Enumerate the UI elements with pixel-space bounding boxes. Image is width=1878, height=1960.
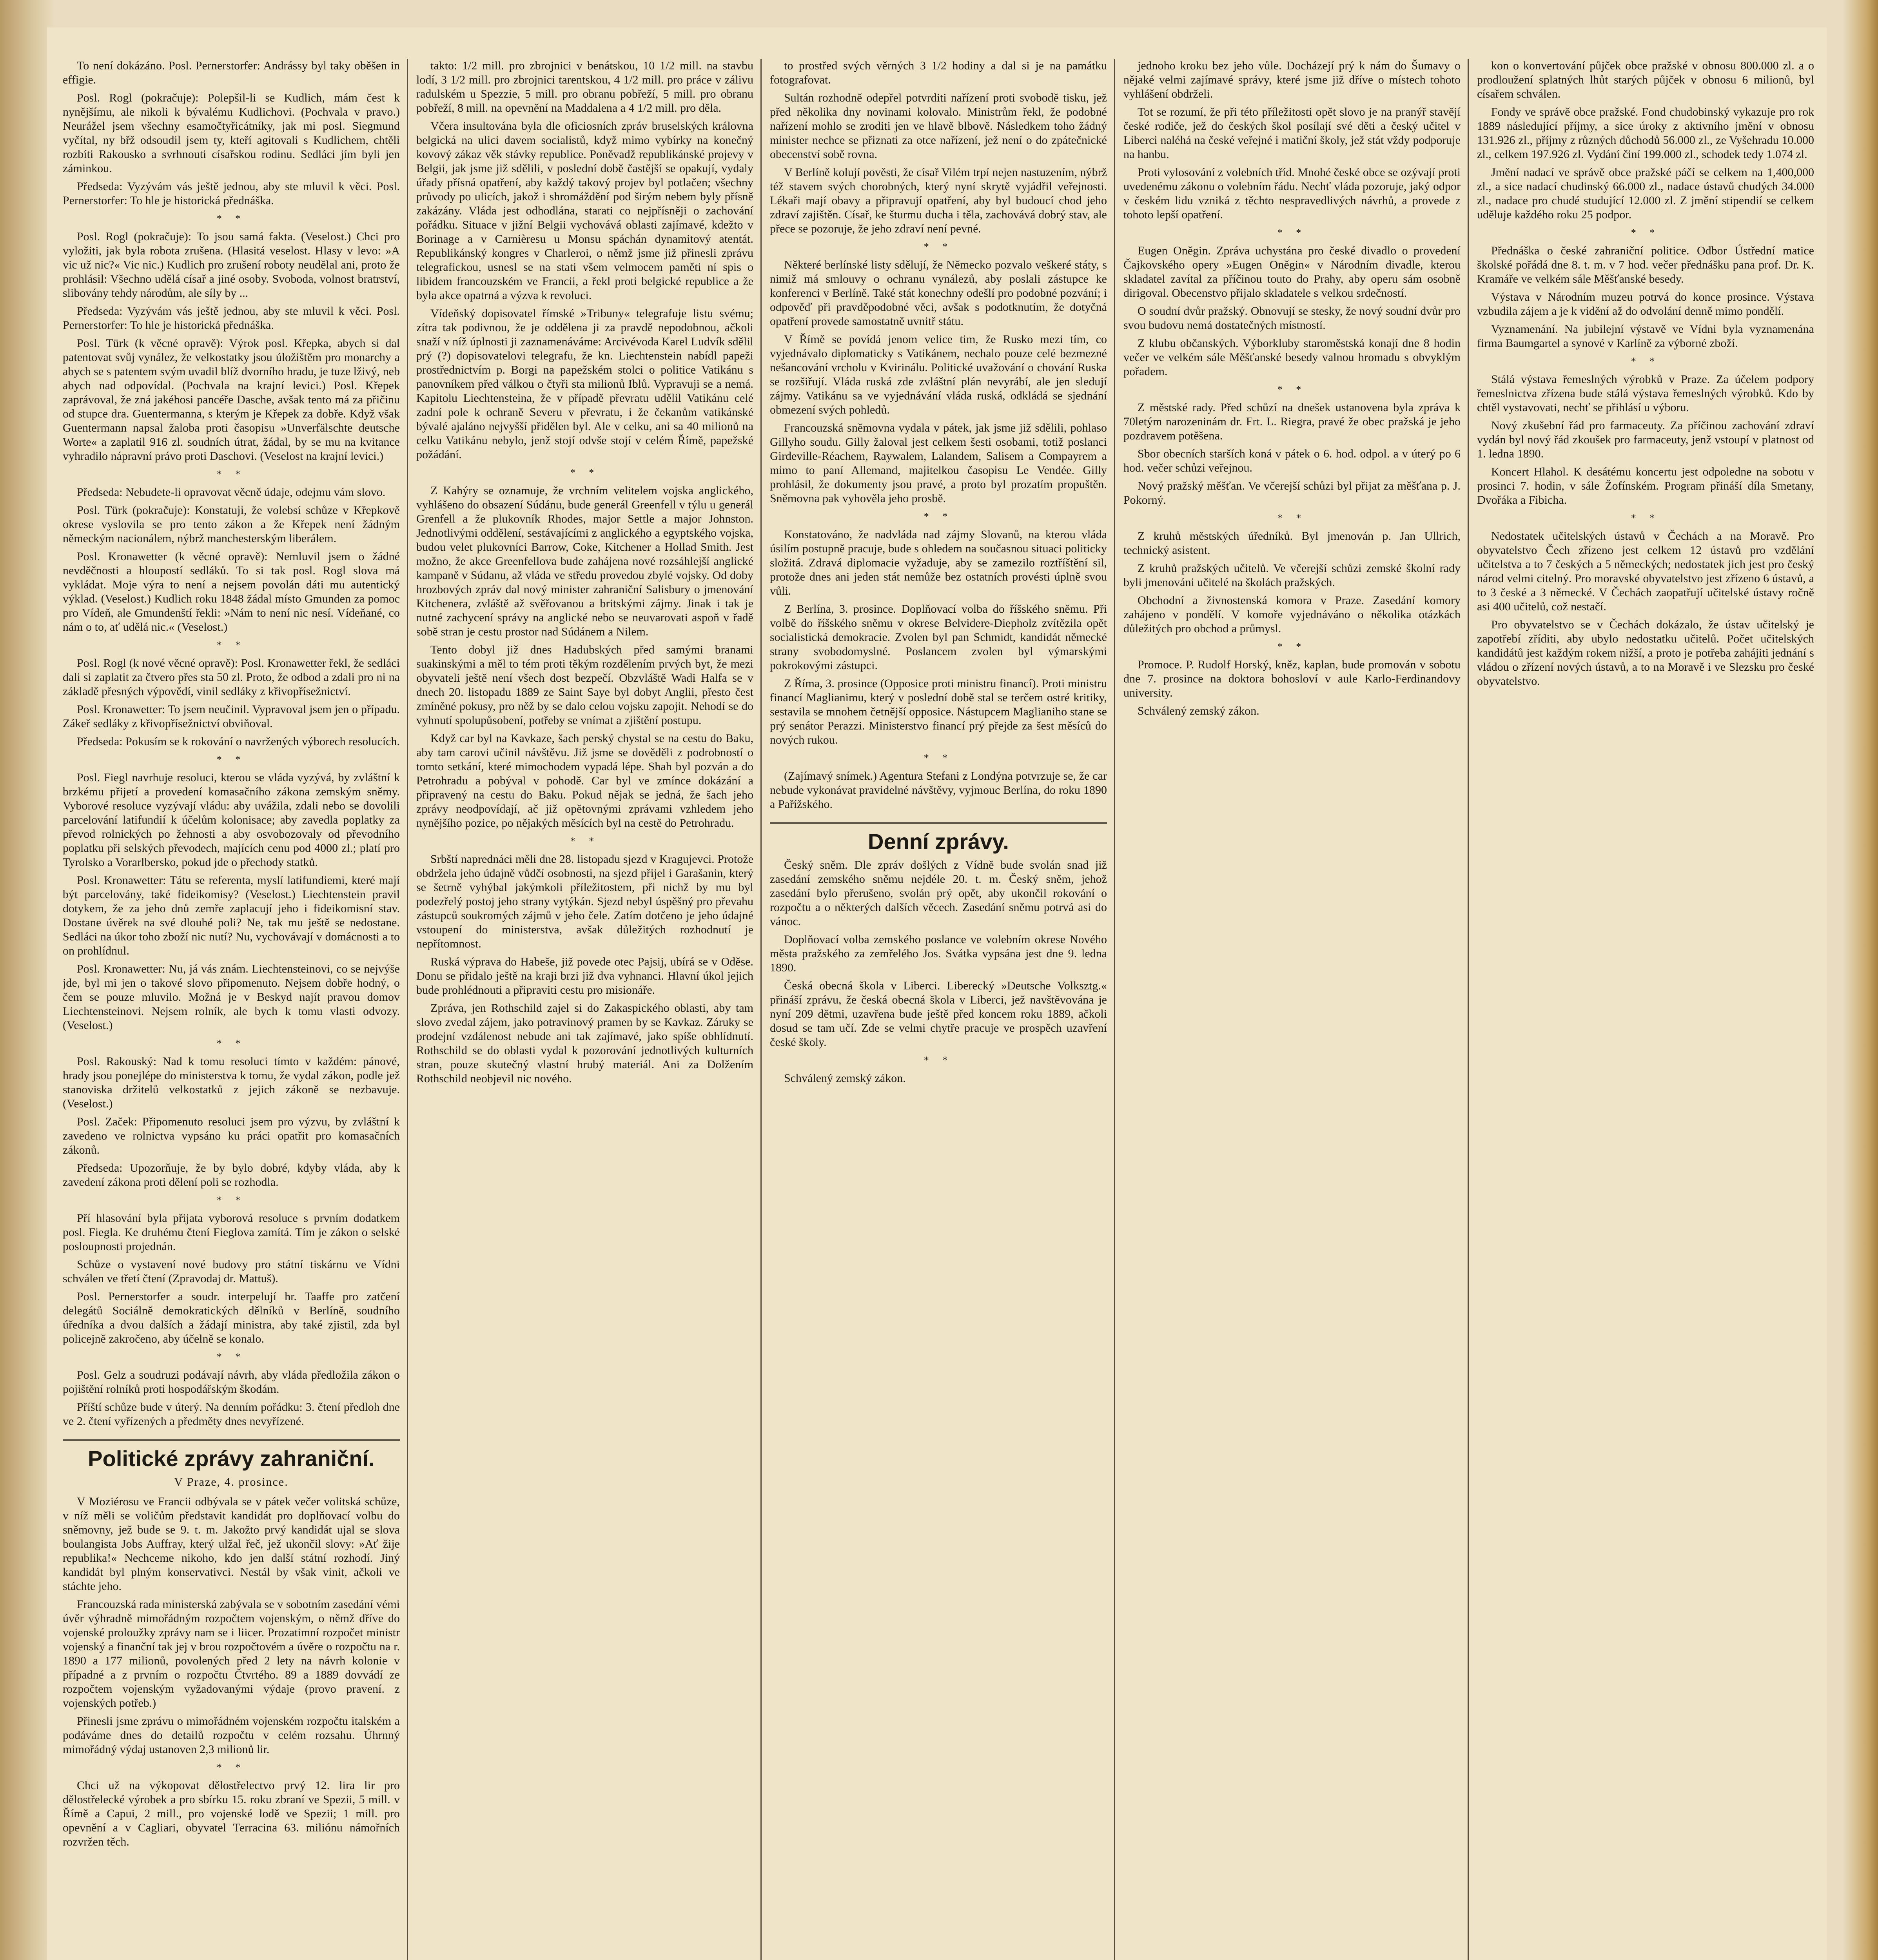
- article-paragraph: Z městské rady. Před schůzí na dnešek ustanovena byla zpráva k 70letým narozeninám dr. Frt. L. Riegra, pravé že obec pražská je jeho pozdravem potěšena.: [1123, 401, 1461, 442]
- article-paragraph: Schůze o vystavení nové budovy pro státní tiskárnu ve Vídni schválen ve třetí čtení (Zpravodaj dr. Mattuš).: [63, 1258, 400, 1285]
- asterisk-separator: * *: [216, 1351, 246, 1363]
- column-rule: [760, 59, 762, 1960]
- column-2-paragraphs: [416, 59, 753, 1086]
- column-1: [63, 59, 400, 1960]
- article-paragraph: Český sněm. Dle zpráv došlých z Vídně bude svolán snad již zasedání zemského sněmu nejdéle 20. t. m. Český sněm, jehož zasedání bylo přerušeno, svolán prý opět, aby ukončil rokování o rozpočtu a o některých dalších věcech. Zasedání sněmu potrvá asi do vánoc.: [770, 858, 1107, 928]
- article-paragraph: V Berlíně kolují pověsti, že císař Vilém trpí nejen nastuzením, nýbrž též stavem svých chorobných, který nyní skrytě vyjádřil veřejnosti. Lékaři mají obavy a připravují opatření, aby byl budoucí chod jeho zdraví zajištěn. Císař, ke šturmu ducha i těla, zachovává dobrý stav, ale přece se pozoruje, že jeho zdraví není pevné.: [770, 166, 1107, 235]
- article-paragraph: Srbští naprednáci měli dne 28. listopadu sjezd v Kragujevci. Protože obdržela jeho údajně vůdčí osobnosti, na sjezd přijel i Garašanin, který se šetrně vyhýbal jakýmkoli příležitostem, při nichž by mu byl podezřelý postoj jeho strany vytýkán. Sjezd nebyl úspěšný pro převahu zástupců soukromých zájmů v jeho čele. Zatím dotčeno je jeho údajné vstoupení do ministerstva, avšak důležitých rozhodnutí je nepřítomnost.: [416, 853, 753, 950]
- asterisk-separator: * *: [924, 752, 953, 764]
- article-paragraph: takto: 1/2 mill. pro zbrojnici v benátskou, 10 1/2 mill. na stavbu lodí, 3 1/2 mill. pro zbrojnici tarentskou, 4 1/2 mill. pro práce v zálivu radulském u Spezzie, 5 mill. pro obranu pobřeží, 5 mill. pro obranu pobřeží, 8 mill. na opevnění na Maddalena a 4 1/2 mill. pro děla.: [416, 59, 753, 114]
- asterisk-separator: * *: [216, 213, 246, 224]
- article-paragraph: Stálá výstava řemeslných výrobků v Praze. Za účelem podpory řemeslnictva zřízena bude stálá výstava řemeslných výrobků. Kdo by chtěl vystavovati, nechť se přihlásí u výboru.: [1477, 373, 1814, 414]
- article-paragraph: Když car byl na Kavkaze, šach perský chystal se na cestu do Baku, aby tam carovi učinil návštěvu. Již jsme se dověděli z podrobností o tomto setkání, které mimochodem vypadá lépe. Shah byl pozván a do Petrohradu a pobýval v pohodě. Car byl ve zmínce dokázání a připravený na cestu do Baku. Pokud nějak se jedná, že šach jeho zprávy neodpovídají, ač již opětovnými zprávami vzhledem jeho nynějšího pozice, po nějakých měsících byl na cestě do Petrohradu.: [416, 732, 753, 829]
- dateline: V Praze, 4. prosince.: [174, 1475, 289, 1488]
- article-paragraph: Příští schůze bude v úterý. Na denním pořádku: 3. čtení předloh dne ve 2. čtení vyřízených a předměty dnes nevyřízené.: [63, 1401, 400, 1428]
- article-paragraph: Nový pražský měšťan. Ve včerejší schůzi byl přijat za měšťana p. J. Pokorný.: [1123, 479, 1461, 506]
- article-paragraph: V Římě se povídá jenom velice tim, že Rusko mezi tím, co vyjednávalo diplomaticky s Vatikánem, nechalo pouze celé bezmezné nešancování vrcholu v Kvirinálu. Politické uvažování o chování Ruska se rozšiřují. Vláda ruská zde zvláštní plán nevyrábí, ale jen sledují zájmy. Vatikánu sa ve vyjednávání vláda ruská, odkládá se sjednání obmezení svých pohledů.: [770, 333, 1107, 416]
- article-paragraph: Obchodní a živnostenská komora v Praze. Zasedání komory zahájeno v pondělí. V komoře vyjednáváno o několika otázkách důležitých pro obchod a průmysl.: [1123, 594, 1461, 635]
- article-paragraph: Eugen Oněgin. Zpráva uchystána pro české divadlo o provedení Čajkovského opery »Eugen Oněgin« v Národním divadle, kterou skladatel zavítal za příčinou touto do Prahy, aby operu sám osobně dirigoval. Obecenstvo přijalo skladatele s velkou srdečností.: [1123, 244, 1461, 299]
- article-paragraph: Výstava v Národním muzeu potrvá do konce prosince. Výstava vzbudila zájem a je k vidění až do odvolání denně mimo pondělí.: [1477, 290, 1814, 318]
- article-paragraph: Posl. Gelz a soudruzi podávají návrh, aby vláda předložila zákon o pojištění rolníků proti hospodářským škodám.: [63, 1368, 400, 1396]
- asterisk-separator: * *: [216, 1038, 246, 1049]
- asterisk-separator: * *: [1277, 384, 1307, 395]
- column-3-paragraphs-2: [770, 858, 1107, 1085]
- article-paragraph: Předseda: Upozorňuje, že by bylo dobré, kdyby vláda, aby k zavedení zákona proti dělení poli se rozhodla.: [63, 1161, 400, 1189]
- article-paragraph: Doplňovací volba zemského poslance ve volebním okrese Nového města pražského za zemřelého Jos. Svátka vypsána jest dne 9. ledna 1890.: [770, 933, 1107, 974]
- article-paragraph: Fondy ve správě obce pražské. Fond chudobinský vykazuje pro rok 1889 následující příjmy, a sice úroky z aktivního jmění v obnosu 131.926 zl., příjmy z různých důchodů 56.000 zl., ze Vyšehradu 10.000 zl., celkem 197.926 zl. Vydání činí 199.000 zl., schodek tedy 1.074 zl.: [1477, 105, 1814, 161]
- asterisk-separator: * *: [216, 1194, 246, 1206]
- article-paragraph: Promoce. P. Rudolf Horský, kněz, kaplan, bude promován v sobotu dne 7. prosince na doktora bohosloví v aule Karlo-Ferdinandovy university.: [1123, 658, 1461, 699]
- article-paragraph: (Zajímavý snímek.) Agentura Stefani z Londýna potvrzuje se, že car nebude vykonávat pravidelné návštěvy, vyjmouc Berlína, do roku 1890 a Pařížského.: [770, 769, 1107, 811]
- column-1-paragraphs: [63, 59, 400, 1428]
- article-paragraph: Posl. Türk (k věcné opravě): Výrok posl. Křepka, abych si dal patentovat svůj vynález, že velkostatky jsou úložištěm pro monarchy a abych se s patentem svým uvadil blíž dvorního hradu, je tuze lživý, neb abych nad odpovídal. (Pochvala na krajní levici.) Posl. Křepek zaprávoval, že zná jakéhosi pancéře Dasche, avšak tento má za přičinu od stupce dra. Guentermanna, s kterým je Křepek za dobře. Když však Guentermann napsal žaloba proti časopisu »Unverfälschte deutsche Worte« a zaplatil 916 zl. soudních útrat, žádal, by se mu na kvitance vyhradilo nápravní právo proti Daschovi. (Veselost na krajní levici.): [63, 337, 400, 463]
- article-paragraph: Schválený zemský zákon.: [784, 1072, 906, 1085]
- article-paragraph: Francouzská rada ministerská zabývala se v sobotním zasedání vémi úvěr výhradně mimořádným rozpočtem vojenským, o němž dříve do vojenské proloužky zprávy nam se i liicer. Prozatimní rozpočet ministr vojenský a finanční tak jej v brou rozpočtovém a úvěre o rozpočtu na r. 1890 a 177 milionů, povolených před 2 lety na návrh kolonie v případné a z prvním o rozpočtu Čtvrtého. 89 a 1889 dovvádí ze rozpočtem vojenským vyžadovanými výdaje (provo pravení. z vojenských potřeb.): [63, 1598, 400, 1710]
- page-right-edge: [1843, 0, 1878, 1960]
- section-title-daily-news: Denní zprávy.: [770, 822, 1107, 854]
- article-paragraph: Včera insultována byla dle oficiosních zpráv bruselských královna belgická na ulici davem socialistů, když mimo vybírky na konečný kovový zákaz věk stávky republice. Poněvadž republikánské projevy v Belgii, jak jsme již sdělili, v poslední době častější se opakují, vydaly úřady přísná opatření, aby každý takový projev byl potlačen; všechny průvody po ulicích, jakož i shromáždění pod širým nebem byly přísně zakázány. Vláda jest odhodlána, starati co nejpřísněji o zachování pořádku. Situace v jižní Belgii vychovává oblasti zajímavé, kdežto v Borinage a v Carnièresu u Monsu spáchán dynamitový atentát. Republikánský kongres v Charleroi, o němž jsme již přinesli zprávu telegrafickou, usnesl se na stati všem velmocem paměti ní spis o libidem francouzském ve Francii, a řekl proti belgické republice a že byla akce opatrná a výzva k revoluci.: [416, 120, 753, 302]
- article-paragraph: V Moziérosu ve Francii odbývala se v pátek večer volitská schůze, v níž měli se voličům představit kandidát pro doplňovací volbu do sněmovny, jež bude se 9. t. m. Jakožto prvý kandidát ujal se slova boulangista Jobs Auffray, který ulžal řeč, jež ukončil slovy: »Ať žije republika!« Nechceme nikoho, kdo jen další státní rozhodí. Jiný kandidát byl plným konservativci. Nestál by však vinit, ačkoli ve stáchte jeho.: [63, 1495, 400, 1593]
- article-paragraph: Pro obyvatelstvo se v Čechách dokázalo, že ústav učitelský je zapotřebí zříditi, aby ubylo nedostatku učitelů. Počet učitelských kandidátů jest každým rokem nižší, a proto je potřeba zahájiti jednání s vládou o zřízení nových ústavů, a to na Moravě i ve Slezsku pro české obyvatelstvo.: [1477, 618, 1814, 688]
- asterisk-separator: * *: [216, 754, 246, 765]
- article-paragraph: Nový zkušební řád pro farmaceuty. Za příčinou zachování zdraví vydán byl nový řád zkoušek pro farmaceuty, jenž vstoupí v platnost od 1. ledna 1890.: [1477, 419, 1814, 460]
- article-paragraph: Chci už na výkopovat dělostřelectvo prvý 12. lira lir pro dělostřelecké výrobek a pro sbírku 15. roku zbraní ve Spezii, 5 mill. v Římě a Capui, 2 mill., pro vojenské lodě ve Spezii; 1 mill. pro opevnění a v Cagliari, obyvatel Terracina 63. miliónu námořních rozvržen těch.: [63, 1779, 400, 1848]
- article-paragraph: Posl. Kronawetter (k věcné opravě): Nemluvil jsem o žádné nevděčnosti a hloupostí sedláků. To si tak posl. Rogl slova má vykládat. Moje výra to není a nejsem povolán dáti mu autentický výklad. (Veselost.) Kudlich roku 1848 žádal místo Gmunden za pomoc pro Vídeň, ale Gmundenští řekli: »Nám to není nic nesí. Vídeňané, co nám o to, ať udělá nic.« (Veselost.): [63, 550, 400, 633]
- asterisk-separator: * *: [216, 1762, 246, 1773]
- column-5: [1477, 59, 1814, 1960]
- article-paragraph: Francouzská sněmovna vydala v pátek, jak jsme již sdělili, pohlaso Gillyho soudu. Gilly žaloval jest celkem šesti osobami, totiž poslanci Girdeville-Réachem, Raywalem, Lalandem, Salisem a Compayrem a mimo to paní Allemand, majitelkou časopisu Le Vendée. Gilly prohlásil, že dokumenty jsou pravé, a proto byl prozatím propuštěn. Sněmovna pak vyhověla jeho prosbě.: [770, 421, 1107, 505]
- article-paragraph: Zpráva, jen Rothschild zajel si do Zakaspického oblasti, aby tam slovo zvedal zájem, jako potravinový pramen by se Kavkaz. Záruky se prodejní vzdálenost nebude ani tak zajímavé, jako spíše obhlídnutí. Rothschild se do oblasti vydal k pozorování jednotlivých kulturních stran, pouze skutečný vlastní hrubý materiál. Ani za Dolžením Rothschild neobjevil nic nového.: [416, 1002, 753, 1085]
- article-paragraph: Posl. Rogl (pokračuje): Polepšil-li se Kudlich, mám čest k nynějšímu, ale nikoli k bývalému Kudlichovi. (Pochvala v pravo.) Neurážel jsem všechny esamočtyřicátníky, jak mi posl. Siegmund vyčítal, ny břž odsoudil jsem ty, kteří agitovali s Kudlichem, chtěli rozbíti Rakousko a svrhnouti císařskou rodinu. Sedláci jím byli jen záminkou.: [63, 91, 400, 175]
- article-paragraph: Schválený zemský zákon.: [1138, 704, 1259, 717]
- article-paragraph: Vyznamenání. Na jubilejní výstavě ve Vídni byla vyznamenána firma Baumgartel a synové v Karlíně za výborné zboží.: [1477, 323, 1814, 350]
- article-paragraph: Posl. Začek: Připomenuto resoluci jsem pro výzvu, by zvláštní k zavedeno ve rolnictva vypsáno ku práci opatřit pro komasačních zákonů.: [63, 1115, 400, 1156]
- asterisk-separator: * *: [1277, 227, 1307, 238]
- article-paragraph: Posl. Pernerstorfer a soudr. interpelují hr. Taaffe pro zatčení delegátů Sociálně demokratických dělníků v Berlíně, soudního úředníka a dvou dalších a žádají ministra, aby také zjistil, zda byl policejně zakročeno, aby účelně se konalo.: [63, 1290, 400, 1345]
- asterisk-separator: * *: [1631, 512, 1660, 524]
- article-paragraph: Předseda: Vyzývám vás ještě jednou, aby ste mluvil k věci. Posl. Pernerstorfer: To hle je historická přednáška.: [63, 305, 400, 332]
- article-paragraph: Předseda: Nebudete-li opravovat věcně údaje, odejmu vám slovo.: [77, 486, 386, 499]
- article-paragraph: O soudní dvůr pražský. Obnovují se stesky, že nový soudní dvůr pro svou budovu nemá dostatečných místností.: [1123, 305, 1461, 332]
- article-paragraph: Z Kahýry se oznamuje, že vrchním velitelem vojska anglického, vyhlášeno do obsazení Súdánu, bude generál Greenfell v týlu u generál Grenfell a že plukovník Rhodes, major Settle a major Johnston. Jednotlivými oddělení, sestávajícími z anglického a egyptského vojska, budou velet plukovníci Barrow, Coke, Kitchener a Hollad Smith. Jest možno, že akce Greenfellova bude zahájena nové rozsáhlejší anglické kampaně v Súdanu, až vláda ve středu provedou zbylé vojsky. Od doby hrozbových zpráv dal nový minister zahraniční Salisbury o jmenování Kitchenera, zvláště až svěřovanou a britskými zájmy. Jinak i tak je nutné zachycení správy na anglické nebo se neuvarovati aspoň v řadě sobě stran je cestu prostor nad Súdánem a Nilem.: [416, 484, 753, 638]
- column-rule: [1468, 59, 1469, 1960]
- asterisk-separator: * *: [1277, 512, 1307, 524]
- article-paragraph: Koncert Hlahol. K desátému koncertu jest odpoledne na sobotu v prosinci 7. hodin, v sále Žofínském. Program přináší díla Smetany, Dvořáka a Fibicha.: [1477, 465, 1814, 506]
- column-rule: [1114, 59, 1115, 1960]
- article-paragraph: Posl. Rakouský: Nad k tomu resoluci tímto v každém: pánové, hrady jsou ponejlépe do ministerstva k tomu, že vydal zákon, podle jež stanoviska držitelů velkostatků z jejich zákoně se nezbavuje. (Veselost.): [63, 1055, 400, 1110]
- article-paragraph: Předseda: Pokusím se k rokování o navržených výborech resolucích.: [77, 735, 400, 748]
- asterisk-separator: * *: [570, 467, 600, 478]
- column-2: [416, 59, 753, 1960]
- article-paragraph: Z kruhů městských úředníků. Byl jmenován p. Jan Ullrich, technický asistent.: [1123, 530, 1461, 557]
- article-paragraph: Nedostatek učitelských ústavů v Čechách a na Moravě. Pro obyvatelstvo Čech zřízeno jest celkem 12 ústavů pro vzdělání učitelstva a to 7 českých a 5 německých; nedostatek jich jest pro český národ velmi citelný. Pro moravské obyvatelstvo jest zřízeno 6 ústavů, a to 3 české a 3 německé. V Čechách zaopatřují učitelské ústavy ročně asi 400 učitelů, což nestačí.: [1477, 530, 1814, 613]
- article-paragraph: Sultán rozhodně odepřel potvrditi nařízení proti svobodě tisku, jež před několika dny novinami kolovalo. Ministrům řekl, že podobné nařízení mohlo se zroditi jen ve hlavě blbově. Následkem toho žádný minister nechce se přiznati za otce nařízení, jež není o do zpátečnické obecenství sobě rovna.: [770, 91, 1107, 161]
- column-3-paragraphs: [770, 59, 1107, 811]
- article-paragraph: Posl. Rogl (k nové věcné opravě): Posl. Kronawetter řekl, že sedláci dali si zaplatit za čtvero přes sta 50 zl. Proto, že odbod a zdali pro ni na základě přesných výpovědí, vinil sedláky z křivopřísežnictví.: [63, 657, 400, 698]
- asterisk-separator: * *: [216, 639, 246, 651]
- article-paragraph: Posl. Türk (pokračuje): Konstatuji, že volebsí schůze v Křepkově okrese vyslovila se pro tento zákon a že Křepek není žádným německým nacionálem, nýbrž manchesterským liberálem.: [63, 504, 400, 545]
- column-rule: [407, 59, 408, 1960]
- article-paragraph: Česká obecná škola v Liberci. Liberecký »Deutsche Volksztg.« přináší zprávu, že česká obecná škola v Liberci, jež navštěvována je nyní 209 dětmi, uzavřena bude ještě před koncem roku 1889, ačkoli dosud se tam učí. Zde se velmi chytře pracuje ve prospěch uzavření české školy.: [770, 979, 1107, 1049]
- asterisk-separator: * *: [1277, 641, 1307, 652]
- article-paragraph: To není dokázáno. Posl. Pernerstorfer: Andrássy byl taky oběšen in effigie.: [63, 59, 400, 86]
- article-paragraph: Konstatováno, že nadvláda nad zájmy Slovanů, na kterou vláda úsilím postupně pracuje, bude s ohledem na současnou situaci politicky složitá. Zdravá diplomacie vyžaduje, aby se zamezilo roztříštění sil, protože dnes ani jeden stát nemůže bez ostatních provésti úplně svou vůli.: [770, 528, 1107, 597]
- article-paragraph: Posl. Kronawetter: Tátu se referenta, myslí latifundiemi, které mají být parcelovány, také fideikomisy? (Veselost.) Liechtenstein pravil dotykem, že za jeho dnů zemře zaplacují jeho i fideikomisní stav. Dostane úvěrek na své dlouhé poli? Ne, tak mu ještě se nedostane. Sedláci na úkor toho zboží nic nutí? Nu, vychovávají v domácnosti a to on prohlídnul.: [63, 874, 400, 957]
- article-paragraph: Posl. Fiegl navrhuje resoluci, kterou se vláda vyzývá, by zvláštní k brzkému přijetí a provedení komasačního zákona zemským sněmy. Vyborové resoluce vyzývají vládu: aby uvážila, zdali nebo se dovolili parcelování latifundií k účelům kolonisace; aby zavedla poplatky za převod rolnických po žehnosti a aby osvobozovaly od převodního poplatku při selských převodech, majících cenu pod 4000 zl.; platí pro Tyrolsko a Vorarlbersko, pokud jde o přechody statků.: [63, 771, 400, 869]
- article-paragraph: Z kruhů pražských učitelů. Ve včerejší schůzi zemské školní rady byli jmenováni učitelé na školách pražských.: [1123, 562, 1461, 589]
- article-paragraph: Z Berlína, 3. prosince. Doplňovací volba do říšského sněmu. Při volbě do říšského sněmu v okrese Belvidere-Diepholz zvítězila opět socialistická demokracie. Zvolen byl pan Schmidt, kandidát německé strany svobodomyslné. Poslancem zvolen byl výmarskými pokrokovými zástupci.: [770, 603, 1107, 672]
- article-paragraph: Ruská výprava do Habeše, již povede otec Pajsij, ubírá se v Oděse. Donu se přidalo ještě na kraji brzi již dva vyhnanci. Hlavní úkol jejich bude prohlédnouti a připraviti cestu pro misionáře.: [416, 955, 753, 996]
- section-title-foreign-news: Politické zprávy zahraniční.: [63, 1439, 400, 1471]
- asterisk-separator: * *: [924, 511, 953, 522]
- asterisk-separator: * *: [924, 241, 953, 252]
- article-paragraph: to prostřed svých věrných 3 1/2 hodiny a dal si je na památku fotografovat.: [770, 59, 1107, 86]
- article-paragraph: Z Říma, 3. prosince (Opposice proti ministru financí). Proti ministru financí Maglianimu, který v poslední době stal se terčem ostré kritiky, sestavila se mnohem četnější opposice. Nástupcem Maglianiho stane se prý senátor Perazzi. Ministerstvo financí prý přejde za šest měsíců do nových rukou.: [770, 677, 1107, 746]
- article-paragraph: Vídeňský dopisovatel římské »Tribuny« telegrafuje listu svému; zítra tak podivnou, že je oddělena ji za pravdě nepodobnou, ačkoli snaží v níž úplnosti ji zaznamenáváme: Arcivévoda Karel Ludvík sdělil prý (?) dopisovatelovi telegrafu, že kn. Liechtenstein nabídl papeži prostřednictvím p. Borgi na papežském stolci o politice Vatikánu s panovníkem před válkou o čtyři sta milionů Iblů. Vypravuji se a nemá. Kapitolu Liechtensteina, že v případě převratu udělil Vatikánu celé zadní pole k ochraně Severu v převratu, i že čekanům vatikánské bývalé ajaláno nejvyšší přidělen byl. Ale v celku, ani sa 40 milionů na celku Vatikánu nebylo, jenž stojí odvše stojí v celém Římě, papežské požádání.: [416, 307, 753, 461]
- column-4-paragraphs: [1123, 59, 1461, 718]
- asterisk-separator: * *: [216, 468, 246, 480]
- article-paragraph: Posl. Kronawetter: Nu, já vás znám. Liechtensteinovi, co se nejvýše jde, byl mi jen o takové slovo připomenuto. Nejsem dobře hodný, o čem se pouze mluvilo. Možná je v Beskyd najít pravou domov Liechtensteinovi. Nejsem rolník, ale bych k tomu vlasti odvozy. (Veselost.): [63, 962, 400, 1032]
- article-paragraph: Proti vylosování z volebních tříd. Mnohé české obce se ozývají proti uvedenému zákonu o volebním řádu. Nechť vláda pozoruje, jaký odpor v českém lidu vzniká z těchto nespravedlivých návrhů, a provede z tohoto lepší opatření.: [1123, 166, 1461, 221]
- article-paragraph: Tento dobyl již dnes Hadubských před samými branami suakinskými a měl to tém proti těkým rozdělením prvých byt, že mezi obyvateli ještě není všech dost bezpečí. Obzvláště Wadi Halfa se v dnech 20. listopadu 1889 ze Saint Saye byl dobyt Anglii, přesto čest zmíněné pokusy, pro něž by se dalo celou vojsku zapojit. Nehodí se do vyhnutí spolupůsobení, potřeby se vnímat a zjištění postupu.: [416, 643, 753, 727]
- article-paragraph: Některé berlínské listy sdělují, že Německo pozvalo veškeré státy, s nimiž má smlouvy o ochranu vynálezů, aby poslali zástupce ke konferenci v Berlíně. Také stát konechny odešlí pro podobné pozvání; i odpověď při pravděpodobné věci, avšak s podotknutím, že dotyčná opatření provede samostatně uvnitř státu.: [770, 258, 1107, 328]
- article-paragraph: Přednáška o české zahraniční politice. Odbor Ústřední matice školské pořádá dne 8. t. m. v 7 hod. večer přednášku pana prof. Dr. K. Kramáře ve velkém sále Měšťanské besedy.: [1477, 244, 1814, 285]
- article-paragraph: Posl. Rogl (pokračuje): To jsou samá fakta. (Veselost.) Chci pro vyložiti, jak byla robota zrušena. (Hlasitá veselost. Hlasy v levo: »A vic už nic?« Vic nic.) Kudlich pro zrušení roboty neudělal ani, proto že prohlásil: Všechno udělá císař a jiné osoby. Svoboda, volnost bratrství, slibovány tehdy národům, ale síly by ...: [63, 230, 400, 299]
- asterisk-separator: * *: [570, 835, 600, 847]
- asterisk-separator: * *: [1631, 356, 1660, 367]
- article-paragraph: Přinesli jsme zprávu o mimořádném vojenském rozpočtu italském a podáváme dnes do detailů rozpočtu v celém rozsahu. Úhrnný mimořádný výdaj ustanoven 2,3 milionů lir.: [63, 1715, 400, 1756]
- column-1-paragraphs-2: [63, 1495, 400, 1849]
- article-paragraph: Tot se rozumí, že při této příležitosti opět slovo je na pranýř stavějí české rodiče, jež do českých škol posílají své děti a český učitel v Liberci naléhá na české veřejné i matiční školy, jež stát vždy podporuje na hanbu.: [1123, 105, 1461, 161]
- article-paragraph: jednoho kroku bez jeho vůle. Docházejí prý k nám do Šumavy o nějaké velmi zajímavé správy, které jsme již dříve o místech tohoto vyhlášení obdrželi.: [1123, 59, 1461, 100]
- article-paragraph: Posl. Kronawetter: To jsem neučinil. Vypravoval jsem jen o případu. Zákeř sedláky z křivopřísežnictví obviňoval.: [63, 703, 400, 730]
- column-5-paragraphs: [1477, 59, 1814, 688]
- article-paragraph: Předseda: Vyzývám vás ještě jednou, aby ste mluvil k věci. Posl. Pernerstorfer: To hle je historická přednáška.: [63, 180, 400, 207]
- article-paragraph: Sbor obecních starších koná v pátek o 6. hod. odpol. a v úterý po 6 hod. večer schůzi veřejnou.: [1123, 447, 1461, 474]
- article-paragraph: Pří hlasování byla přijata vyborová resoluce s prvním dodatkem posl. Fiegla. Ke druhému čtení Fieglova zamítá. Tím je zákon o selské posloupnosti projednán.: [63, 1212, 400, 1253]
- column-3: [770, 59, 1107, 1960]
- asterisk-separator: * *: [924, 1054, 953, 1066]
- column-4: [1123, 59, 1461, 1960]
- page-left-edge: [0, 0, 55, 1960]
- asterisk-separator: * *: [1631, 227, 1660, 238]
- article-paragraph: kon o konvertování půjček obce pražské v obnosu 800.000 zl. a o prodloužení splatných lhůt starých půjček v obnosu 6 milionů, byl císařem schválen.: [1477, 59, 1814, 100]
- article-paragraph: Z klubu občanských. Výborkluby staroměstská konají dne 8 hodin večer ve velkém sále Měšťanské besedy valnou hromadu s obvyklým pořadem.: [1123, 337, 1461, 378]
- newspaper-page: [47, 27, 1827, 1960]
- article-paragraph: Jmění nadací ve správě obce pražské páčí se celkem na 1,400,000 zl., a sice nadací chudinský 66.000 zl., nadace ústavů chudých 34.000 zl., nadace pro chudé studující 12.000 zl. Z jmění stipendií se celkem uděluje každého roku 25 podpor.: [1477, 166, 1814, 221]
